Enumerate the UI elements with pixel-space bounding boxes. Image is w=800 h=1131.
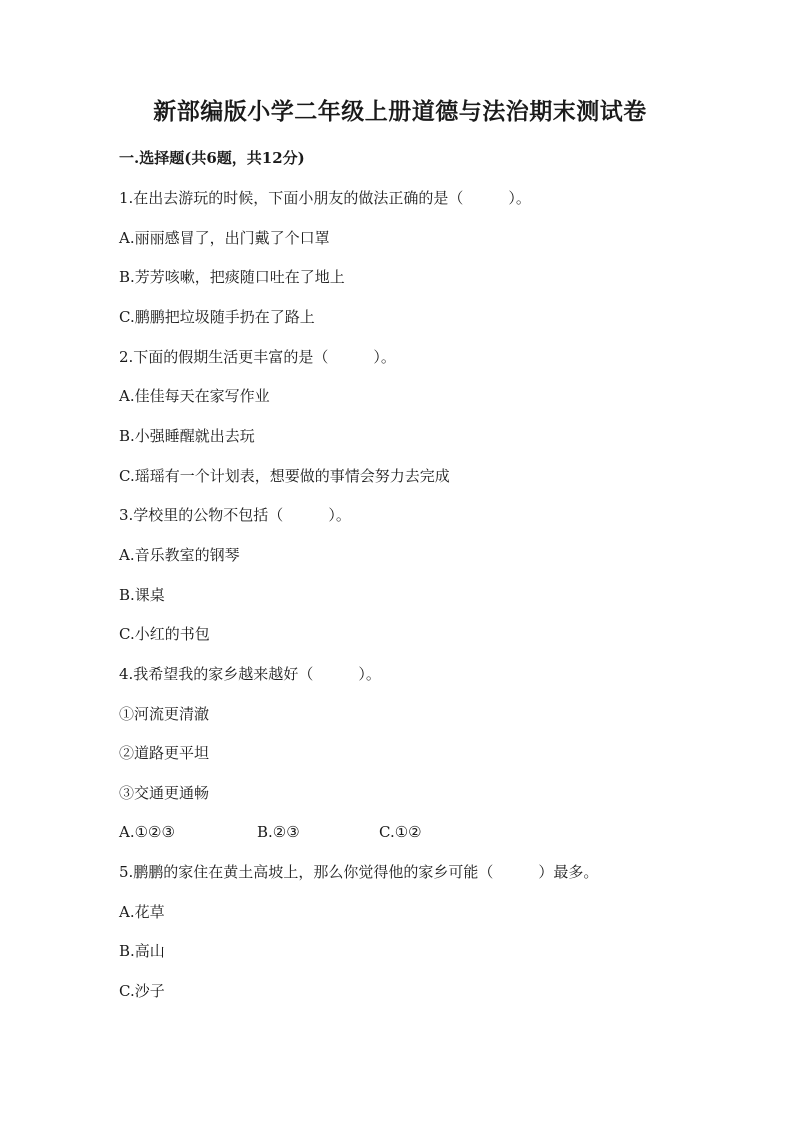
question-5-option-b: B.高山 (119, 942, 165, 960)
question-2-option-b: B.小强睡醒就出去玩 (119, 427, 255, 445)
question-4-item-2: ②道路更平坦 (119, 744, 210, 762)
page-title: 新部编版小学二年级上册道德与法治期末测试卷 (153, 98, 647, 125)
question-1-option-b: B.芳芳咳嗽，把痰随口吐在了地上 (119, 268, 345, 286)
question-4-item-3: ③交通更通畅 (119, 784, 210, 802)
question-2-option-c: C.瑶瑶有一个计划表，想要做的事情会努力去完成 (119, 467, 450, 485)
question-4-item-1: ①河流更清澈 (119, 705, 210, 723)
question-1-option-c: C.鹏鹏把垃圾随手扔在了路上 (119, 308, 315, 326)
question-4-stem: 4.我希望我的家乡越来越好（ ）。 (119, 665, 381, 683)
question-2-option-a: A.佳佳每天在家写作业 (119, 387, 270, 405)
question-3-option-c: C.小红的书包 (119, 625, 210, 643)
question-2-stem: 2.下面的假期生活更丰富的是（ ）。 (119, 348, 396, 366)
question-5-option-c: C.沙子 (119, 982, 165, 1000)
question-3-option-b: B.课桌 (119, 586, 165, 604)
question-4-option-c: C.①② (379, 823, 422, 841)
question-4-option-a: A.①②③ (119, 823, 175, 841)
question-4-option-b: B.②③ (257, 823, 300, 841)
section-heading: 一.选择题(共6题，共12分) (119, 149, 305, 167)
question-5-stem: 5.鹏鹏的家住在黄土高坡上，那么你觉得他的家乡可能（ ）最多。 (119, 863, 599, 881)
question-1-option-a: A.丽丽感冒了，出门戴了个口罩 (119, 229, 330, 247)
question-4-options-row (119, 821, 422, 843)
question-1-stem: 1.在出去游玩的时候，下面小朋友的做法正确的是（ ）。 (119, 189, 531, 207)
question-3-option-a: A.音乐教室的钢琴 (119, 546, 240, 564)
question-5-option-a: A.花草 (119, 903, 165, 921)
question-3-stem: 3.学校里的公物不包括（ ）。 (119, 506, 351, 524)
